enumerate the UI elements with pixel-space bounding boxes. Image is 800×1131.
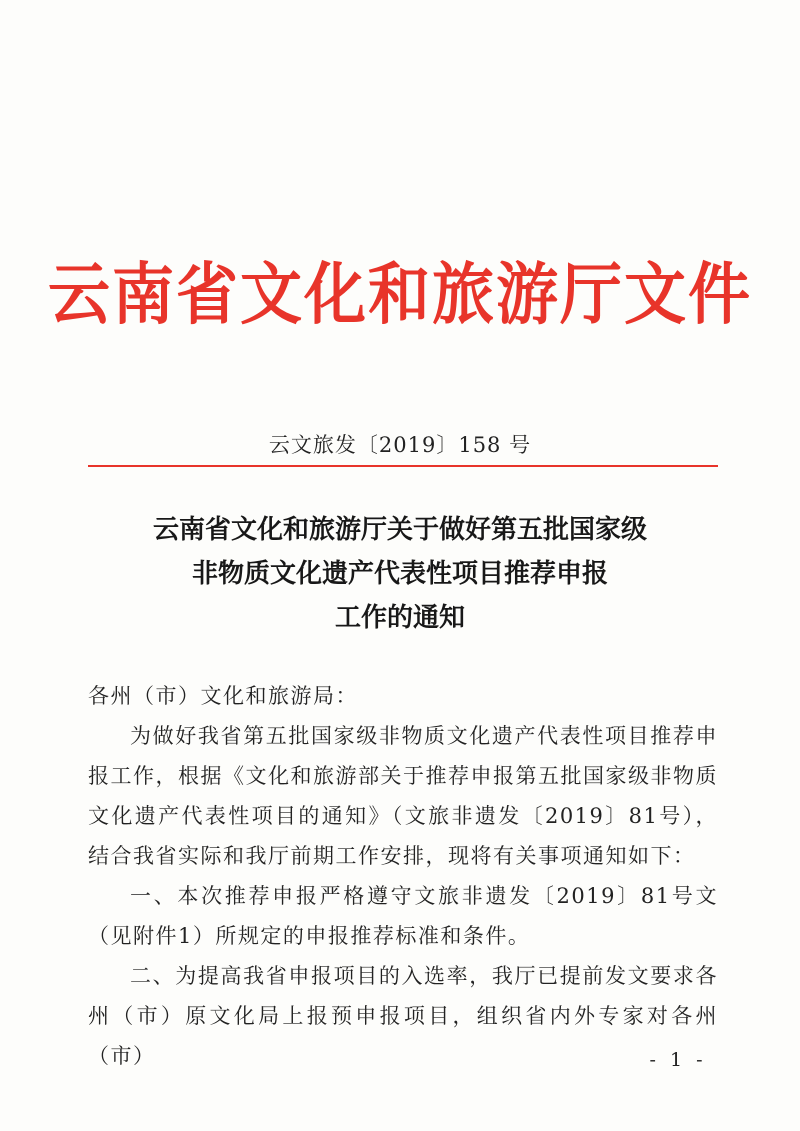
paragraph-item-2: 二、为提高我省申报项目的入选率，我厅已提前发文要求各州（市）原文化局上报预申报项目，组织省内外专家对各州（市） [88, 964, 718, 1068]
paragraph-item-1: 一、本次推荐申报严格遵守文旅非遗发〔2019〕81号文（见附件1）所规定的申报推荐标准和条件。 [88, 884, 718, 948]
masthead-title: 云南省文化和旅游厅文件 [47, 255, 752, 334]
page-number: - 1 - [649, 1049, 707, 1071]
body-text [88, 676, 718, 1076]
salutation: 各州（市）文化和旅游局： [88, 684, 358, 708]
title-line-2: 非物质文化遗产代表性项目推荐申报 [191, 559, 608, 589]
document-number: 云文旅发〔2019〕158 号 [268, 433, 532, 457]
red-divider-line [88, 465, 718, 467]
title-line-1: 云南省文化和旅游厅关于做好第五批国家级 [152, 515, 647, 545]
paragraph-intro: 为做好我省第五批国家级非物质文化遗产代表性项目推荐申报工作，根据《文化和旅游部关于推荐申报第五批国家级非物质文化遗产代表性项目的通知》（文旅非遗发〔2019〕81号），结合我省实际和我厅前期工作安排，现将有关事项通知如下： [88, 724, 718, 868]
notice-title [0, 508, 800, 640]
title-line-3: 工作的通知 [334, 603, 465, 633]
